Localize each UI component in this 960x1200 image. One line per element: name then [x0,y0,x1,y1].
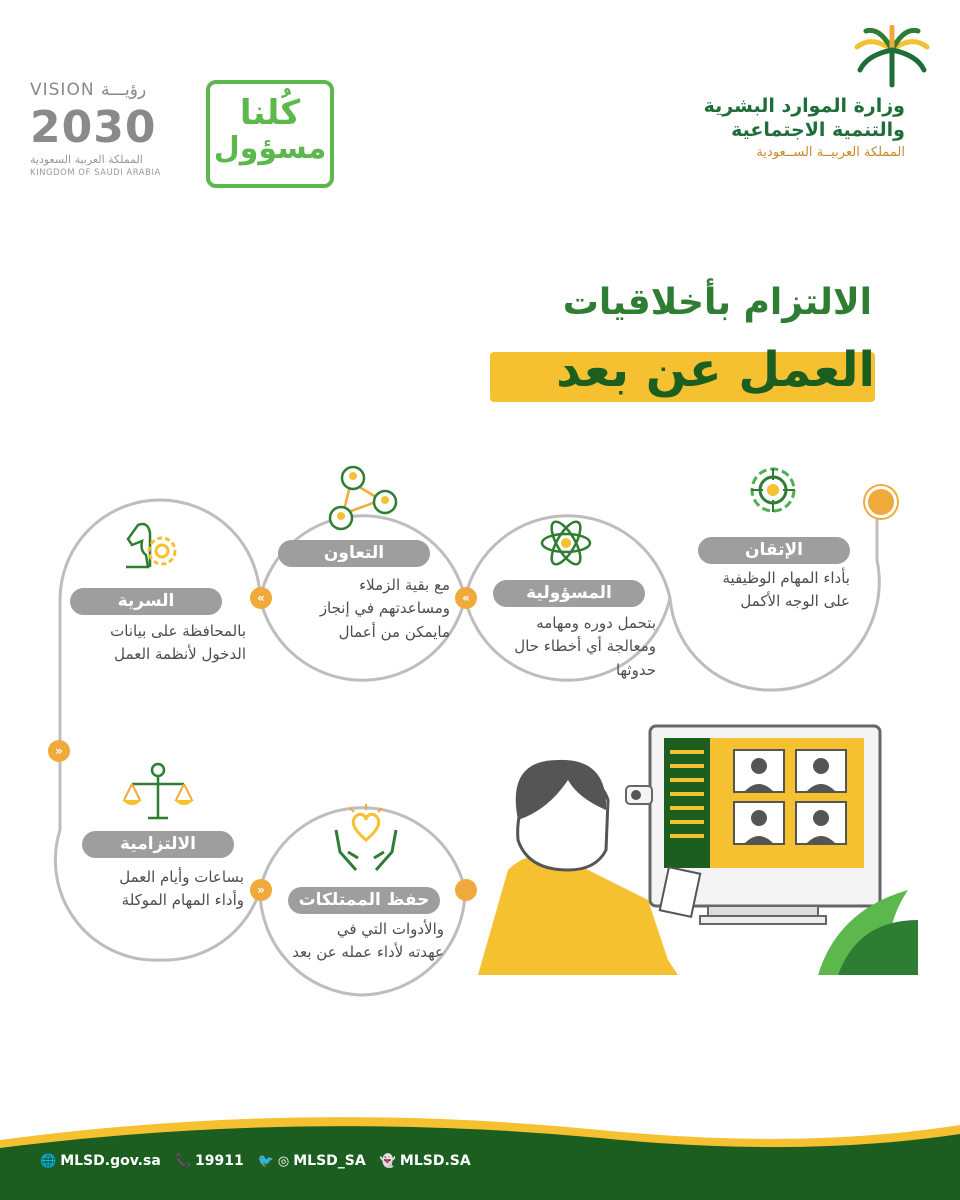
footer-wave [0,1090,960,1200]
desc-line: مع بقية الزملاء [359,576,450,594]
item-label-property: حفظ الممتلكات [288,887,440,914]
desc-line: الدخول لأنظمة العمل [114,645,246,664]
item-label-cooperation: التعاون [278,540,430,567]
item-label-itqan: الإتقان [698,537,850,564]
footer-phone[interactable] [175,1153,244,1169]
chess-knight-gear-icon [118,515,184,577]
item-desc-cooperation [262,574,450,644]
footer-social[interactable] [258,1153,366,1169]
desc-line: بأداء المهام الوظيفية [722,569,850,587]
ministry-line1: وزارة الموارد البشرية [703,95,905,117]
remote-work-illustration [478,720,918,975]
instagram-icon: ◎ [277,1153,290,1169]
desc-line: ومساعدتهم في إنجاز [319,599,450,618]
page-title-line2: العمل عن بعد [556,342,875,398]
desc-line: عهدته لأداء عمله عن بعد [292,943,444,962]
ministry-country: المملكة العربيــة الســعودية [756,144,905,160]
footer-website[interactable] [40,1153,161,1169]
globe-icon: 🌐 [40,1153,57,1169]
desc-line: حدوثها [615,660,656,679]
item-label-commitment: الالتزامية [82,831,234,858]
phone-text: 19911 [194,1153,244,1169]
item-desc-confidentiality [56,620,246,667]
kulna-line1: كُلنا [239,93,301,133]
people-network-icon [323,462,403,534]
desc-line: مايمكن من أعمال [338,622,450,641]
desc-line: على الوجه الأكمل [740,592,850,611]
vision-label: VISION رؤيـــة [30,80,147,100]
ministry-line2: والتنمية الاجتماعية [731,118,905,141]
vision-number: 2030 [30,102,157,153]
atom-icon [538,515,594,571]
phone-icon: 📞 [174,1153,191,1169]
vision-country-en: KINGDOM OF SAUDI ARABIA [30,168,161,178]
start-dot [865,486,897,518]
snapchat-icon: 👻 [379,1153,396,1169]
chevron-down-icon: » [48,740,70,762]
item-desc-responsibility [470,612,656,682]
chevron-left-icon: « [455,587,477,609]
page-title-line1: الالتزام بأخلاقيات [562,282,872,323]
twitter-icon: 🐦 [257,1153,274,1169]
scales-icon [118,760,198,822]
twitter-text: MLSD_SA [293,1153,366,1169]
desc-line: ومعالجة أي أخطاء حال [514,637,656,656]
desc-line: بتحمل دوره ومهامه [536,614,656,632]
footer-snapchat[interactable] [380,1153,471,1169]
vision-country-ar: المملكة العربية السعودية [30,153,143,166]
desc-line: بساعات وأيام العمل [119,868,244,886]
item-desc-commitment [62,866,244,913]
footer-contacts [40,1153,471,1169]
desc-line: وأداء المهام الموكلة [121,891,244,910]
chevron-right-icon: » [250,879,272,901]
item-desc-itqan [670,567,850,614]
snapchat-text: MLSD.SA [399,1153,471,1169]
item-label-confidentiality: السرية [70,588,222,615]
target-gear-icon [745,462,801,518]
desc-line: بالمحافظة على بيانات [110,622,246,640]
item-label-responsibility: المسؤولية [493,580,645,607]
chevron-left-icon: « [250,587,272,609]
website-text: MLSD.gov.sa [60,1153,161,1169]
kulna-line2: مسؤول [213,131,327,166]
end-dot [455,879,477,901]
item-desc-property [258,918,444,965]
heart-hands-icon [328,800,404,874]
desc-line: والأدوات التي في [336,920,444,938]
